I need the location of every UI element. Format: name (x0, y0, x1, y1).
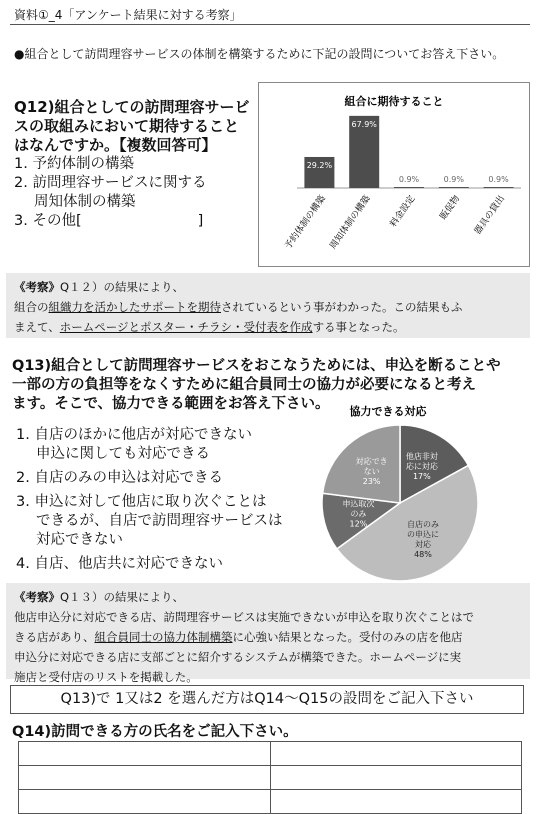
consideration-text: に心強い結果となった。受付のみの店を他店 (232, 630, 463, 644)
consideration-q12 (6, 273, 530, 338)
consideration-text: 申込分に対応できる店に支部ごとに紹介するシステムが構築できた。ホームページに実 (14, 650, 462, 664)
bar (394, 187, 424, 188)
pie-percent-label: 23% (362, 476, 381, 486)
q12-option-1: 1. 予約体制の構築 (14, 156, 134, 172)
q14-question: Q14)訪問できる方の氏名をご記入下さい。 (12, 724, 298, 740)
q13-option-2: 2. 自店のみの申込は対応できる (16, 470, 223, 486)
pie-slice-label: のみ (350, 509, 367, 519)
q12-question (14, 98, 256, 231)
name-cell[interactable] (270, 742, 522, 766)
consideration-text: 他店申込分に対応できる店、訪問理容サービスは実施できないが申込を取り次ぐことはで (14, 610, 474, 624)
consideration-heading: 《考察》 (14, 590, 60, 604)
q14-instruction-note: Q13)で 1又は2 を選んだ方はQ14～Q15の設問をご記入下さい (10, 685, 524, 714)
consideration-text: Q１３）の結果により、 (60, 590, 185, 604)
pie-slice-label: 対応でき (355, 456, 388, 466)
pie-slice-label: 対応 (414, 540, 431, 550)
consideration-text: されているという事がわかった。この結果もふ (221, 300, 463, 314)
consideration-text: Q１２）の結果により、 (60, 280, 185, 294)
pie-slice-label: 応に対応 (405, 462, 438, 472)
q13-options (16, 426, 283, 574)
q13-option-4: 4. 自店、他店共に対応できない (16, 556, 223, 572)
q13-option-1-cont: 申込に関しても対応できる (36, 446, 210, 462)
pie-percent-label: 48% (414, 550, 432, 560)
q12-option-2: 2. 訪問理容サービスに関する (14, 175, 207, 191)
q14-name-table (18, 741, 522, 814)
q12-title-line: はなんですか。【複数回答可】 (14, 136, 217, 154)
pie-chart-svg (300, 400, 530, 582)
pie-slice-label: 申込取次 (342, 499, 375, 509)
pie-chart-title: 協力できる対応 (349, 405, 427, 418)
name-cell[interactable] (19, 766, 271, 790)
name-cell[interactable] (19, 790, 271, 814)
header-rule (10, 24, 530, 25)
bar-value-label: 0.9% (398, 175, 420, 184)
q12-option-2-cont: 周知体制の構築 (34, 194, 136, 210)
q13-title-line: ます。そこで、協力できる範囲をお答え下さい。 (12, 396, 330, 412)
q13-title-line: 一部の方の負担等をなくすために組合員同士の協力が必要になると考え (12, 377, 476, 393)
consideration-underlined: 組織力を活かしたサポートを期待 (48, 300, 221, 314)
pie-slice-label: の申込に (406, 530, 439, 540)
bar (439, 187, 469, 188)
bar-chart-title: 組合に期待すること (344, 95, 444, 108)
bar-category-label: 周知体制の構築 (328, 193, 373, 252)
name-cell[interactable] (19, 742, 271, 766)
consideration-text: する事となった。 (312, 320, 405, 334)
q12-title-line: Q12)組合としての訪問理容サービ (14, 98, 250, 116)
bar-category-label: 販促物 (438, 193, 463, 222)
bar-value-label: 67.9% (351, 119, 377, 129)
pie-slice-label: ない (363, 466, 380, 476)
q12-option-3: 3. その他[ ] (14, 213, 204, 229)
name-cell[interactable] (270, 790, 522, 814)
consideration-text: 施店と受付店のリストを掲載した。 (14, 670, 198, 684)
table-row (19, 742, 522, 766)
pie-slice-label: 自店のみ (406, 520, 439, 530)
bar-category-label: 料金設定 (388, 193, 418, 230)
consideration-text: きる店があり、 (14, 630, 95, 644)
name-cell[interactable] (270, 766, 522, 790)
q13-pie-chart (300, 400, 530, 582)
consideration-heading: 《考察》 (14, 280, 60, 294)
bar (484, 187, 514, 188)
q13-option-3-cont: 対応できない (36, 532, 123, 548)
pie-slice-label: 他店非対 (405, 452, 438, 462)
q13-option-3-cont: できるが、自店で訪問理容サービスは (36, 513, 283, 529)
consideration-text: まえて、 (14, 320, 60, 334)
q12-title-line: スの取組みにおいて期待すること (14, 117, 240, 135)
consideration-underlined: 組合員同士の協力体制構築 (94, 630, 233, 644)
pie-percent-label: 12% (349, 519, 368, 529)
table-row (19, 790, 522, 814)
q13-option-3: 3. 申込に対して他店に取り次ぐことは (16, 494, 267, 510)
consideration-underlined: ホームページとポスター・チラシ・受付表を作成 (59, 320, 313, 334)
bar-value-label: 29.2% (306, 160, 333, 170)
pie-percent-label: 17% (412, 472, 431, 482)
consideration-q13 (6, 583, 530, 684)
bar-category-label: 予約体制の構築 (283, 193, 328, 252)
bar-category-label: 器具の貸出 (473, 193, 508, 237)
bar-value-label: 0.9% (488, 175, 509, 184)
q13-title-line: Q13)組合として訪問理容サービスをおこなうためには、申込を断ることや (12, 358, 501, 374)
bar-chart-svg (259, 83, 529, 266)
bar-value-label: 0.9% (443, 175, 464, 184)
table-row (19, 766, 522, 790)
consideration-text: 組合の (14, 300, 49, 314)
q12-bar-chart (258, 82, 530, 267)
intro-text: ●組合として訪問理容サービスの体制を構築するために下記の設問についてお答え下さい。 (14, 47, 505, 61)
q13-option-1: 1. 自店のほかに他店が対応できない (16, 427, 252, 443)
document-header: 資料①_4「アンケート結果に対する考察」 (14, 8, 242, 22)
